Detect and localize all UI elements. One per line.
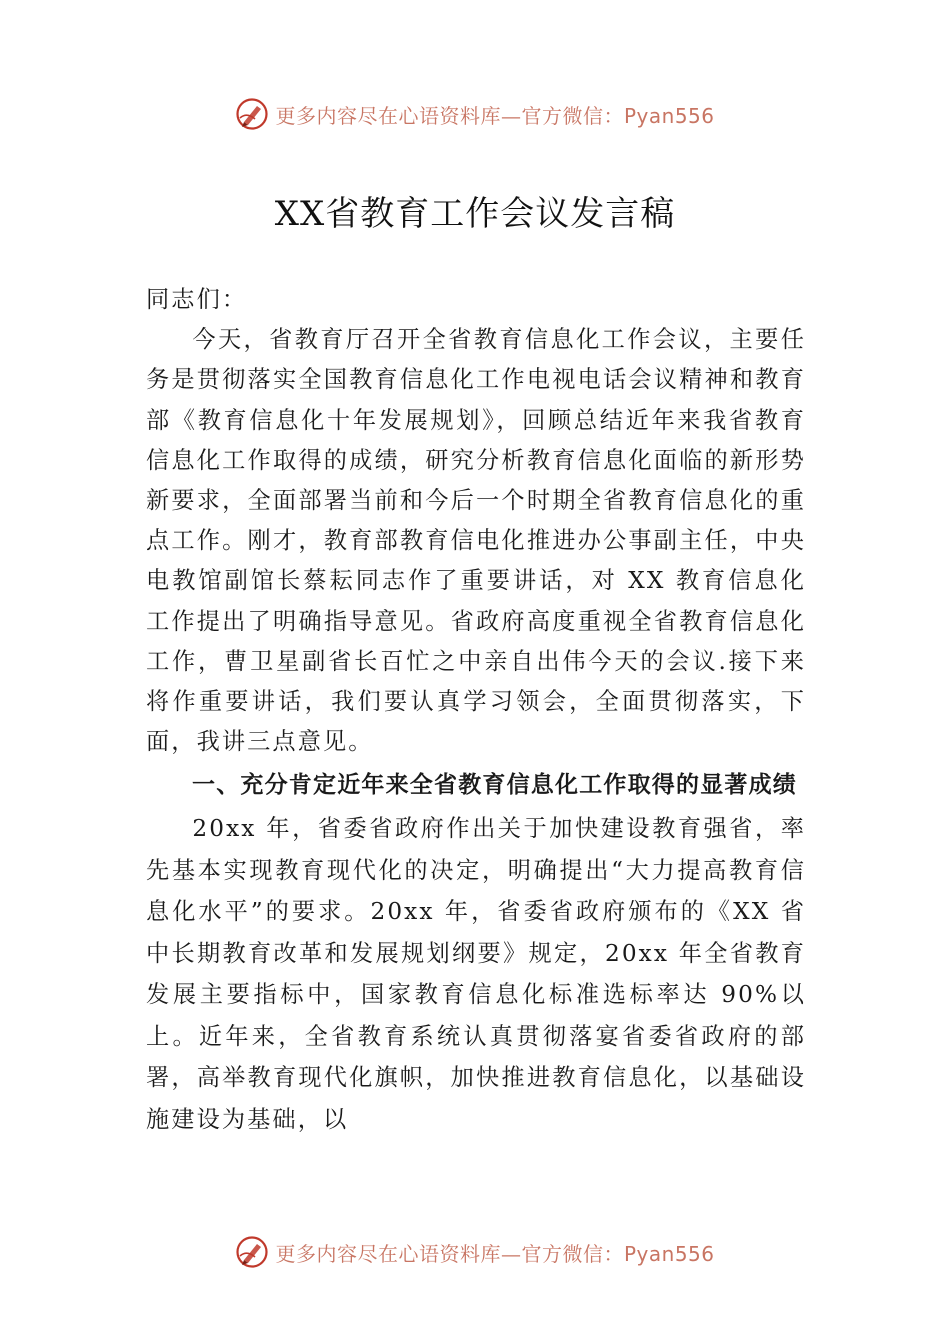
header-watermark (0, 94, 950, 134)
footer-watermark (0, 1232, 950, 1272)
document-title: XX省教育工作会议发言稿 (274, 194, 676, 234)
pen-logo-icon (235, 1235, 269, 1269)
body-paragraph-1: 今天，省教育厅召开全省教育信息化工作会议，主要任务是贯彻落实全国教育信息化工作电视电话会议精神和教育部《教育信息化十年发展规划》，回顾总结近年来我省教育信息化工作取得的成绩，研究分析教育信息化面临的新形势新要求，全面部署当前和今后一个时期全省教育信息化的重点工作。刚才，教育部教育信电化推进办公事副主任，中央电教馆副馆长蔡耘同志作了重要讲话，对 XX 教育信息化工作提出了明确指导意见。省政府高度重视全省教育信息化工作，曹卫星副省长百忙之中亲自出伟今天的会议.接下来将作重要讲话，我们要认真学习领会，全面贯彻落实，下面，我讲三点意见。 (146, 326, 806, 756)
watermark-text: 更多内容尽在心语资料库—官方微信：Pyan556 (275, 103, 715, 128)
wechat-handle: Pyan556 (623, 103, 715, 128)
salutation: 同志们： (146, 286, 248, 313)
body-paragraph-2: 20xx 年，省委省政府作出关于加快建设教育强省，率先基本实现教育现代化的决定，明确提出“大力提高教育信息化水平”的要求。20xx 年，省委省政府颁布的《XX 省中长期教育改革和发展规划纲要》规定，20xx 年全省教育发展主要指标中，国家教育信息化标准选标率达 90%以上。近年来，全省教育系统认真贯彻落宴省委省政府的部署，高举教育现代化旗帜，加快推进教育信息化，以基础设施建设为基础，以 (146, 815, 806, 1133)
section-heading-1: 一、充分肯定近年来全省教育信息化工作取得的显著成绩 (192, 772, 797, 799)
watermark-text: 更多内容尽在心语资料库—官方微信：Pyan556 (275, 1241, 715, 1266)
document-body (146, 280, 806, 1140)
wechat-handle: Pyan556 (623, 1241, 715, 1266)
pen-logo-icon (235, 97, 269, 131)
